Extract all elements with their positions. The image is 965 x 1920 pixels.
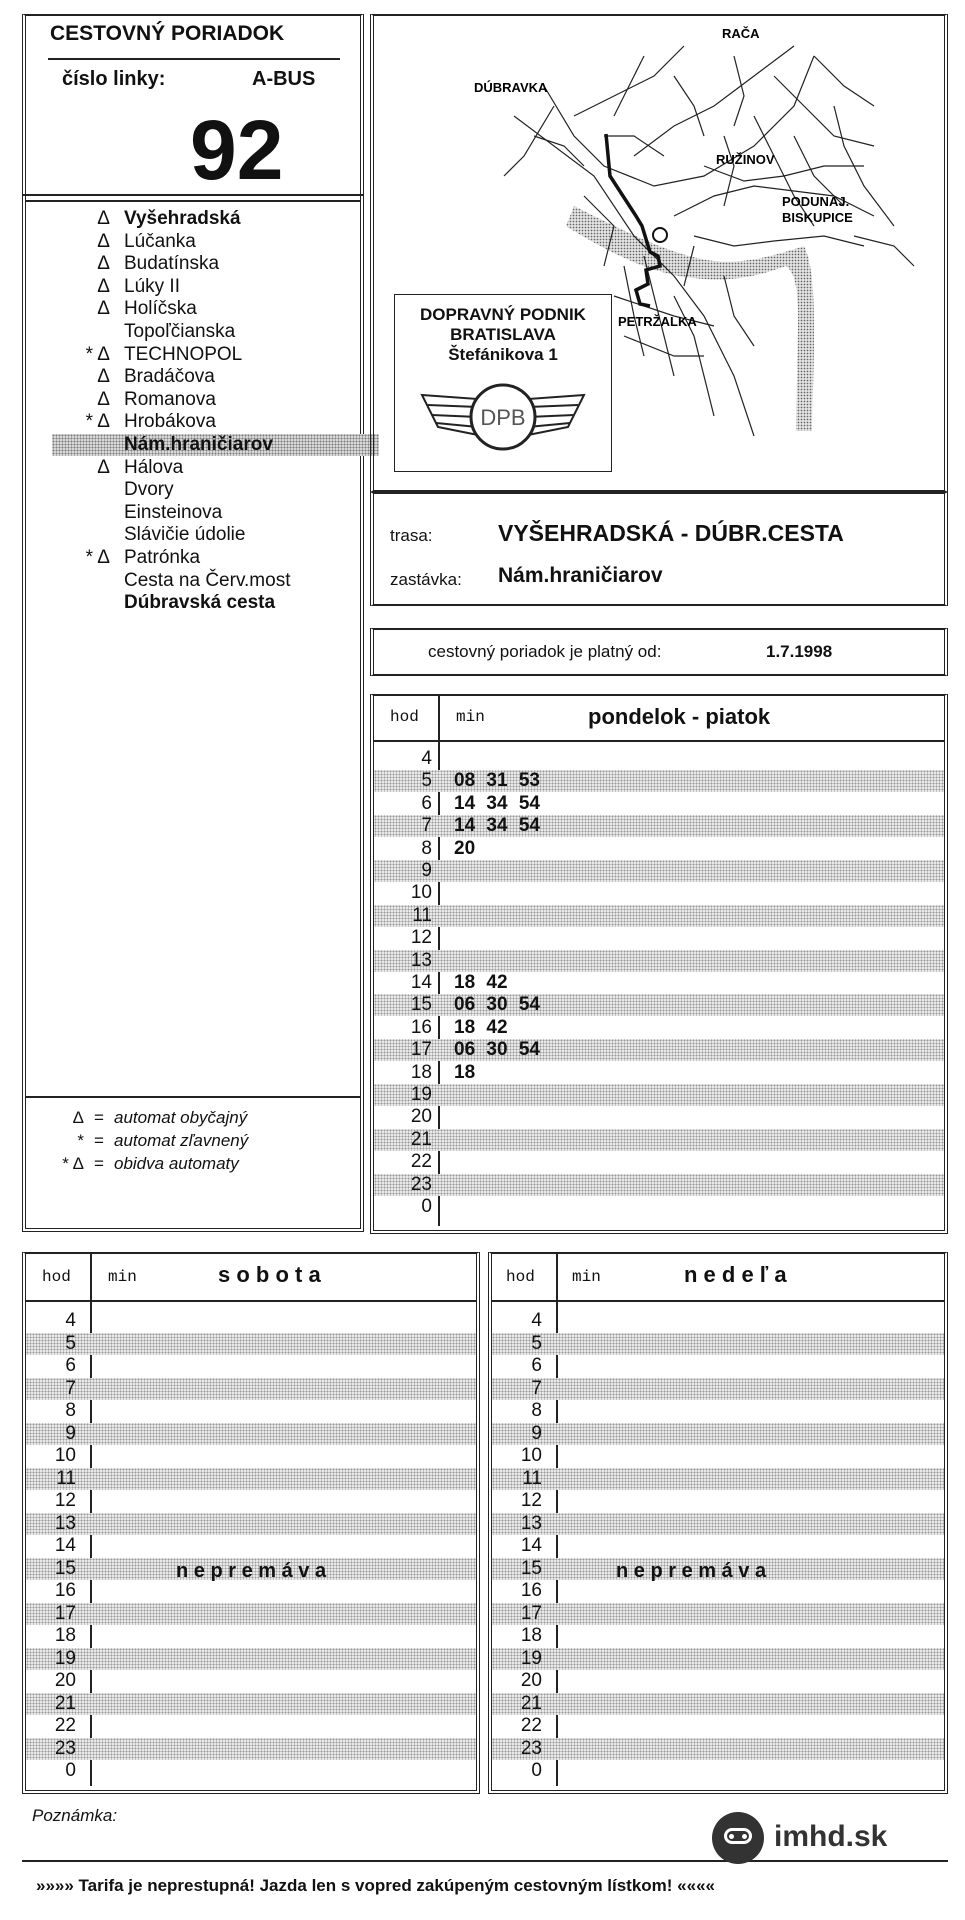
saturday-hod-label: hod (42, 1268, 71, 1286)
hour-cell: 17 (410, 1039, 432, 1061)
legend-text: automat zľavnený (114, 1131, 249, 1150)
legend-item (26, 1106, 247, 1129)
hour-cell: 7 (531, 1377, 542, 1399)
table-row (492, 1423, 944, 1446)
saturday-rows (26, 1310, 476, 1784)
table-row (26, 1355, 476, 1378)
table-row (26, 1400, 476, 1423)
saturday-min-label: min (108, 1268, 137, 1286)
table-row (26, 1603, 476, 1626)
hour-cell: 14 (54, 1535, 76, 1556)
table-row (374, 1017, 944, 1039)
hour-cell: 17 (520, 1602, 542, 1624)
stop-marker: Δ (97, 253, 110, 275)
hour-cell: 20 (520, 1670, 542, 1691)
route-panel (370, 492, 948, 606)
minutes-cell: 08 31 53 (454, 770, 540, 792)
hour-cell: 4 (65, 1310, 76, 1331)
table-row (26, 1715, 476, 1738)
stop-name: Holíčska (124, 298, 197, 320)
hour-cell: 20 (410, 1106, 432, 1128)
table-row (26, 1670, 476, 1693)
hour-cell: 15 (520, 1557, 542, 1579)
stop-marker: Δ (97, 208, 110, 229)
hour-cell: 11 (412, 904, 432, 926)
map-label-biskupice: BISKUPICE (782, 210, 853, 225)
saturday-title: s o b o t a (218, 1262, 321, 1287)
table-row (492, 1625, 944, 1648)
weekday-title: pondelok - piatok (588, 704, 771, 729)
legend-equals: = (94, 1108, 104, 1127)
table-row (374, 927, 944, 949)
legend-text: obidva automaty (114, 1154, 239, 1173)
company-name: DOPRAVNÝ PODNIK (420, 305, 586, 324)
legend-marker: Δ (72, 1108, 84, 1127)
table-row (26, 1333, 476, 1356)
hour-cell: 5 (421, 770, 432, 792)
table-row (374, 882, 944, 904)
table-row (374, 1062, 944, 1084)
stop-marker: * Δ (85, 411, 110, 433)
legend-item (26, 1152, 239, 1175)
dpb-logo (418, 377, 588, 457)
note-label: Poznámka: (32, 1806, 118, 1825)
hour-cell: 5 (531, 1332, 542, 1354)
hour-cell: 18 (410, 1061, 432, 1083)
table-row (26, 1445, 476, 1468)
map-label-ruzinov: RUŽINOV (716, 152, 775, 167)
stops-panel (22, 196, 364, 1232)
minutes-cell: 06 30 54 (454, 994, 540, 1016)
minutes-cell: 14 34 54 (454, 792, 540, 814)
stop-name: Nám.hraničiarov (124, 434, 273, 455)
validity-label: cestovný poriadok je platný od: (428, 642, 662, 661)
weekday-hod-label: hod (390, 708, 419, 726)
table-row (492, 1513, 944, 1536)
table-row (374, 994, 944, 1016)
hour-cell: 19 (520, 1647, 542, 1669)
hour-cell: 6 (421, 792, 432, 814)
hour-cell: 4 (531, 1310, 542, 1331)
legend-equals: = (94, 1131, 104, 1150)
table-row (492, 1355, 944, 1378)
table-row (26, 1378, 476, 1401)
table-row (26, 1760, 476, 1783)
hour-cell: 22 (54, 1715, 76, 1736)
stop-name: Vyšehradská (124, 208, 241, 229)
hour-cell: 10 (54, 1445, 76, 1466)
hour-cell: 21 (410, 1128, 432, 1150)
table-row (492, 1468, 944, 1491)
stop-item (52, 434, 379, 456)
hour-cell: 12 (520, 1490, 542, 1511)
saturday-note: n e p r e m á v a (176, 1560, 327, 1582)
table-row (492, 1333, 944, 1356)
hour-cell: 9 (65, 1422, 76, 1444)
table-row (492, 1378, 944, 1401)
table-row (26, 1423, 476, 1446)
sunday-title: n e d e ľ a (684, 1262, 787, 1287)
hour-cell: 7 (65, 1377, 76, 1399)
hour-cell: 22 (410, 1151, 432, 1173)
tariff-notice: »»»» Tarifa je neprestupná! Jazda len s vopred zakúpeným cestovným lístkom! «««« (36, 1876, 716, 1895)
hour-cell: 10 (520, 1445, 542, 1466)
minutes-cell: 18 (454, 1061, 476, 1083)
hour-cell: 15 (410, 994, 432, 1016)
table-row (26, 1490, 476, 1513)
table-row (374, 793, 944, 815)
bus-route (606, 134, 660, 306)
company-box (394, 294, 612, 472)
table-row (374, 770, 944, 792)
minutes-cell: 14 34 54 (454, 815, 540, 837)
hour-cell: 0 (65, 1760, 76, 1781)
stop-name: TECHNOPOL (124, 343, 243, 365)
legend-text: automat obyčajný (114, 1108, 248, 1127)
table-row (492, 1760, 944, 1783)
imhd-pin-icon (712, 1812, 764, 1864)
hour-cell: 8 (421, 837, 432, 859)
hour-cell: 0 (421, 1196, 432, 1217)
hour-cell: 6 (65, 1355, 76, 1376)
stop-marker: Δ (97, 230, 110, 252)
table-row (492, 1580, 944, 1603)
table-row (374, 1196, 944, 1218)
stop-name: Romanova (124, 388, 216, 410)
hour-cell: 11 (56, 1467, 76, 1489)
hour-cell: 15 (54, 1557, 76, 1579)
zastavka-label: zastávka: (390, 570, 462, 589)
stop-name: Patrónka (124, 547, 201, 568)
table-row (492, 1693, 944, 1716)
table-row (26, 1648, 476, 1671)
table-row (26, 1693, 476, 1716)
legend-marker: * (77, 1131, 84, 1150)
hour-cell: 6 (531, 1355, 542, 1376)
table-row (492, 1603, 944, 1626)
hour-cell: 19 (410, 1084, 432, 1105)
table-row (492, 1310, 944, 1333)
stop-name: Budatínska (124, 253, 220, 275)
stop-marker: Δ (97, 298, 110, 320)
stop-name: Slávičie údolie (124, 524, 246, 546)
table-row (492, 1648, 944, 1671)
table-row (374, 860, 944, 882)
hour-cell: 16 (520, 1580, 542, 1601)
stop-name: Einsteinova (124, 501, 223, 523)
hour-cell: 13 (410, 949, 432, 971)
validity-date: 1.7.1998 (766, 642, 833, 661)
hour-cell: 5 (65, 1332, 76, 1354)
legend-item (26, 1129, 248, 1152)
stop-marker: * Δ (85, 547, 110, 568)
weekday-rows (374, 748, 944, 1218)
table-row (26, 1580, 476, 1603)
hour-cell: 12 (410, 927, 432, 949)
table-row (26, 1310, 476, 1333)
line-type: A-BUS (252, 68, 316, 90)
sunday-note: n e p r e m á v a (616, 1560, 767, 1582)
hour-cell: 7 (421, 815, 432, 837)
hour-cell: 17 (54, 1602, 76, 1624)
hour-cell: 4 (421, 748, 432, 769)
validity-panel (370, 628, 948, 676)
table-row (374, 972, 944, 994)
stop-marker: Δ (97, 275, 110, 297)
map-label-dubravka: DÚBRAVKA (474, 80, 548, 95)
table-row (492, 1670, 944, 1693)
hour-cell: 18 (54, 1625, 76, 1646)
current-stop-marker (653, 228, 667, 242)
table-row (492, 1738, 944, 1761)
minutes-cell: 18 42 (454, 972, 508, 993)
map-label-petrzalka: PETRŽALKA (618, 314, 697, 329)
hour-cell: 18 (520, 1625, 542, 1646)
hour-cell: 23 (520, 1737, 542, 1759)
trasa-value: VYŠEHRADSKÁ - DÚBR.CESTA (498, 520, 844, 546)
hour-cell: 16 (410, 1016, 432, 1038)
table-row (374, 748, 944, 770)
table-row (26, 1738, 476, 1761)
hour-cell: 19 (54, 1647, 76, 1669)
stop-name: Bradáčova (124, 366, 215, 388)
hour-cell: 8 (531, 1400, 542, 1421)
zastavka-value: Nám.hraničiarov (498, 564, 663, 587)
table-row (374, 838, 944, 860)
table-row (26, 1625, 476, 1648)
table-row (374, 1084, 944, 1106)
table-row (26, 1535, 476, 1558)
stop-name: Lúky II (124, 275, 180, 297)
hour-cell: 11 (522, 1467, 542, 1489)
table-row (374, 1174, 944, 1196)
line-number: 92 (190, 103, 284, 197)
hour-cell: 0 (531, 1760, 542, 1781)
minutes-cell: 18 42 (454, 1016, 508, 1038)
table-row (492, 1445, 944, 1468)
sunday-min-label: min (572, 1268, 601, 1286)
hour-cell: 9 (531, 1422, 542, 1444)
stop-marker: * Δ (85, 343, 110, 365)
hour-cell: 14 (410, 972, 432, 993)
imhd-brand: imhd.sk (774, 1820, 888, 1853)
stop-marker: Δ (97, 388, 110, 410)
table-row (374, 905, 944, 927)
trasa-label: trasa: (390, 526, 433, 545)
hour-cell: 9 (421, 860, 432, 881)
hour-cell: 8 (65, 1400, 76, 1421)
table-row (374, 1151, 944, 1173)
table-row (492, 1490, 944, 1513)
stop-name: Lúčanka (124, 230, 196, 252)
map-label-raca: RAČA (722, 26, 760, 41)
hour-cell: 21 (520, 1692, 542, 1714)
hour-cell: 14 (520, 1535, 542, 1556)
stop-name: Topoľčianska (124, 321, 236, 342)
stop-name: Dúbravská cesta (124, 592, 276, 614)
table-row (492, 1400, 944, 1423)
hour-cell: 12 (54, 1490, 76, 1511)
minutes-cell: 06 30 54 (454, 1039, 540, 1061)
hour-cell: 10 (410, 882, 432, 904)
table-row (374, 950, 944, 972)
minutes-cell: 20 (454, 837, 476, 859)
saturday-table (22, 1252, 480, 1794)
line-label: číslo linky: (62, 68, 166, 90)
hour-cell: 23 (54, 1737, 76, 1759)
company-city: BRATISLAVA (450, 325, 556, 344)
dpb-logo-text: DPB (480, 405, 526, 430)
hour-cell: 16 (54, 1580, 76, 1601)
table-row (374, 815, 944, 837)
hour-cell: 20 (54, 1670, 76, 1691)
imhd-logo (712, 1812, 942, 1864)
legend-marker: * Δ (62, 1154, 84, 1173)
stop-name: Hrobákova (124, 411, 216, 433)
hour-cell: 23 (410, 1173, 432, 1195)
stop-name: Cesta na Červ.most (124, 569, 291, 591)
hour-cell: 22 (520, 1715, 542, 1736)
sunday-table (488, 1252, 948, 1794)
hour-cell: 13 (520, 1512, 542, 1534)
company-address: Štefánikova 1 (448, 345, 558, 364)
sunday-rows (492, 1310, 944, 1784)
table-row (492, 1535, 944, 1558)
header-panel (22, 14, 364, 196)
table-row (492, 1715, 944, 1738)
map-label-podunaj: PODUNAJ. (782, 194, 850, 209)
stop-marker: Δ (97, 366, 110, 388)
table-row (374, 1129, 944, 1151)
hour-cell: 21 (54, 1692, 76, 1714)
stop-name: Hálova (124, 456, 184, 478)
table-row (26, 1513, 476, 1536)
stop-marker: Δ (97, 456, 110, 478)
timetable-title: CESTOVNÝ PORIADOK (50, 22, 285, 45)
weekday-min-label: min (456, 708, 485, 726)
weekday-table (370, 694, 948, 1234)
legend-equals: = (94, 1154, 104, 1173)
stop-name: Dvory (124, 479, 174, 501)
map-panel (370, 14, 948, 492)
sunday-hod-label: hod (506, 1268, 535, 1286)
table-row (374, 1039, 944, 1061)
table-row (26, 1468, 476, 1491)
table-row (374, 1106, 944, 1128)
hour-cell: 13 (54, 1512, 76, 1534)
